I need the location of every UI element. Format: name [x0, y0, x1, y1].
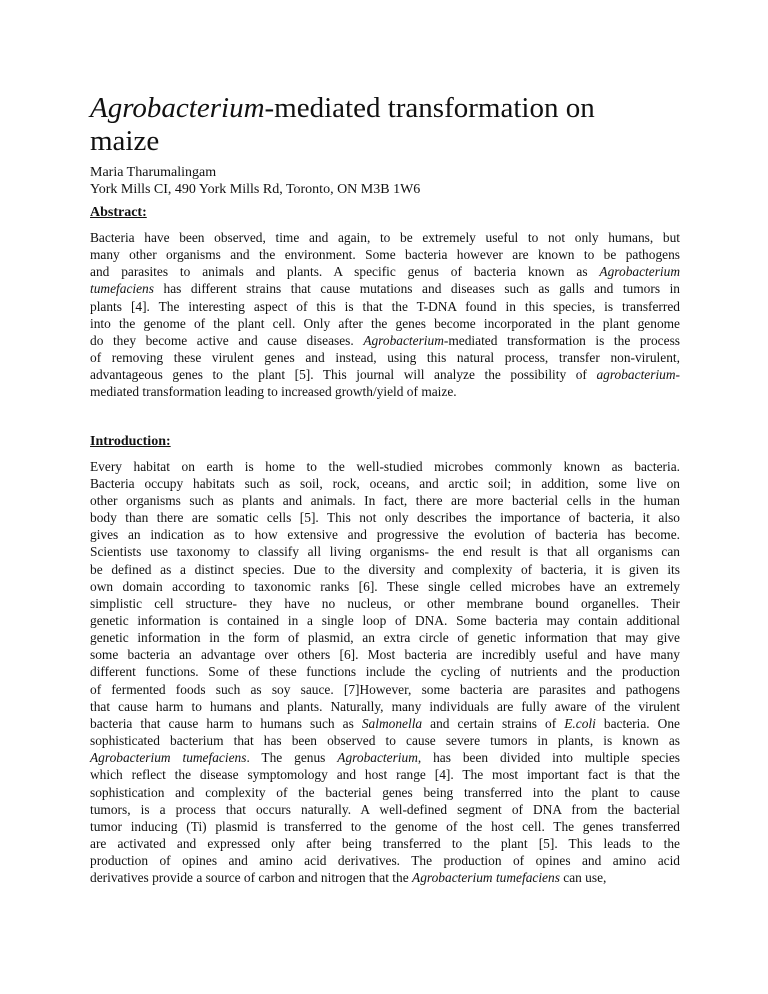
author-name: Maria Tharumalingam: [90, 165, 217, 180]
title-italic-genus: Agrobacterium: [90, 92, 265, 124]
author-address: York Mills CI, 490 York Mills Rd, Toronto, ON M3B 1W6: [90, 182, 421, 197]
text-run: . The genus: [246, 750, 338, 766]
abstract-heading: Abstract:: [90, 205, 147, 220]
abstract-line: [90, 263, 680, 280]
italic-term: Agrobacterium tumefaciens: [90, 750, 247, 766]
text-run: and certain strains of: [422, 715, 565, 731]
text-run: genetic information is contained in a single loop of DNA. Some bacteria may contain additional: [90, 612, 680, 628]
text-run: own domain according to taxonomic ranks [6]. These single celled microbes have an extremely: [90, 578, 680, 594]
text-run: of fermented foods such as soy sauce. [7]However, some bacteria are parasites and pathogens: [90, 681, 680, 697]
abstract-line: [90, 229, 680, 246]
italic-term: tumefaciens: [90, 281, 154, 297]
title-rest: -mediated transformation on: [264, 92, 595, 124]
text-run: production of opines and amino acid derivatives. The production of opines and amino acid: [90, 853, 680, 869]
text-run: gives an indication as to how extensive and progressive the evolution of bacteria has become.: [90, 527, 680, 543]
abstract-line: [90, 298, 680, 315]
abstract-line: [90, 366, 680, 383]
text-run: tumor inducing (Ti) plasmid is transferred to the genome of the host cell. The genes transferred: [90, 818, 680, 834]
text-run: and parasites to animals and plants. A specific genus of bacteria known as: [90, 264, 600, 280]
italic-term: Agrobacterium: [363, 332, 444, 348]
text-run: many other organisms and the environment. Some bacteria however are known to be pathogens: [90, 247, 680, 263]
italic-term: Salmonella: [361, 715, 423, 731]
introduction-line: [90, 492, 680, 509]
introduction-line: [90, 612, 680, 629]
introduction-line: [90, 681, 680, 698]
introduction-line: [90, 732, 680, 749]
title-line-2: maize: [90, 125, 160, 157]
introduction-line: [90, 595, 680, 612]
text-run: simplistic cell structure- they have no nucleus, or other membrane bound organelles. Their: [90, 595, 680, 611]
introduction-line: [90, 458, 680, 475]
abstract-line: [90, 383, 680, 400]
italic-term: Agrobacterium: [337, 750, 418, 766]
introduction-line: [90, 852, 680, 869]
text-run: bacteria. One: [595, 715, 680, 731]
text-run: into the genome of the plant cell. Only after the genes become incorporated in the plant genome: [90, 315, 680, 331]
introduction-line: [90, 646, 680, 663]
text-run: other organisms such as plants and animals. In fact, there are more bacterial cells in the human: [90, 492, 680, 508]
introduction-line: [90, 766, 680, 783]
text-run: of removing these virulent genes and instead, using this natural process, transfer non-virulent,: [90, 350, 680, 366]
introduction-line: [90, 835, 680, 852]
introduction-line: [90, 818, 680, 835]
introduction-line: [90, 475, 680, 492]
introduction-paragraph: [90, 458, 680, 887]
introduction-line: [90, 749, 680, 766]
text-run: Scientists use taxonomy to classify all living organisms- the end result is that all organisms can: [90, 544, 680, 560]
introduction-line: [90, 663, 680, 680]
introduction-line: [90, 629, 680, 646]
abstract-line: [90, 349, 680, 366]
text-run: be defined as a distinct species. Due to the diversity and complexity of bacteria, it is given its: [90, 561, 680, 577]
introduction-line: [90, 509, 680, 526]
abstract-line: [90, 280, 680, 297]
text-run: that cause harm to humans and plants. Naturally, many individuals are fully aware of the virulent: [90, 698, 680, 714]
text-run: tumors, is a process that occurs naturally. A well-defined segment of DNA from the bacterial: [90, 801, 680, 817]
text-run: , has been divided into multiple species: [417, 750, 680, 766]
text-run: some bacteria an advantage over others [6]. Most bacteria are incredibly useful and have many: [90, 647, 680, 663]
text-run: Bacteria occupy habitats such as soil, rock, oceans, and arctic soil; in addition, some live on: [90, 475, 680, 491]
introduction-line: [90, 526, 680, 543]
introduction-heading: Introduction:: [90, 433, 171, 449]
text-run: mediated transformation leading to increased growth/yield of maize.: [90, 384, 457, 400]
text-run: do they become active and cause diseases.: [90, 332, 364, 348]
abstract-line: [90, 315, 680, 332]
text-run: are activated and expressed only after being transferred to the plant [5]. This leads to the: [90, 836, 680, 851]
introduction-line: [90, 698, 680, 715]
introduction-line: [90, 578, 680, 595]
text-run: bacteria that cause harm to humans such as: [90, 715, 362, 731]
introduction-line: [90, 784, 680, 801]
introduction-line: [90, 869, 680, 886]
text-run: sophisticated bacterium that has been observed to cause severe tumors in plants, is known as: [90, 733, 680, 749]
introduction-line: [90, 801, 680, 818]
abstract-line: [90, 246, 680, 263]
text-run: -mediated transformation is the process: [443, 332, 680, 348]
introduction-line: [90, 561, 680, 578]
abstract-paragraph: [90, 229, 680, 401]
introduction-line: [90, 715, 680, 732]
paper-page: [90, 92, 680, 886]
paper-title: [90, 92, 680, 158]
text-run: advantageous genes to the plant [5]. This journal will analyze the possibility of: [90, 367, 597, 383]
abstract-line: [90, 332, 680, 349]
text-run: Every habitat on earth is home to the well-studied microbes commonly known as bacteria.: [90, 458, 680, 474]
italic-term: Agrobacterium: [599, 264, 680, 280]
text-run: genetic information in the form of plasmid, an extra circle of genetic information that may give: [90, 630, 680, 646]
text-run: Bacteria have been observed, time and again, to be extremely useful to not only humans, but: [90, 230, 680, 245]
italic-term: E.coli: [564, 715, 596, 731]
text-run: body than there are somatic cells [5]. This not only describes the importance of bacteria, it also: [90, 510, 680, 526]
text-run: sophistication and complexity of the bacterial genes being transferred into the plant to cause: [90, 784, 680, 800]
text-run: different functions. Some of these functions include the cycling of nutrients and the production: [90, 664, 680, 680]
text-run: which reflect the disease symptomology and host range [4]. The most important fact is that the: [90, 767, 680, 783]
text-run: can use,: [559, 870, 607, 886]
introduction-line: [90, 543, 680, 560]
italic-term: agrobacterium-: [596, 367, 680, 383]
author-block: [90, 164, 680, 198]
italic-term: Agrobacterium tumefaciens: [412, 870, 560, 886]
text-run: plants [4]. The interesting aspect of this is that the T-DNA found in this species, is transferred: [90, 298, 680, 314]
text-run: derivatives provide a source of carbon and nitrogen that the: [90, 870, 413, 886]
text-run: has different strains that cause mutations and diseases such as galls and tumors in: [153, 281, 680, 297]
